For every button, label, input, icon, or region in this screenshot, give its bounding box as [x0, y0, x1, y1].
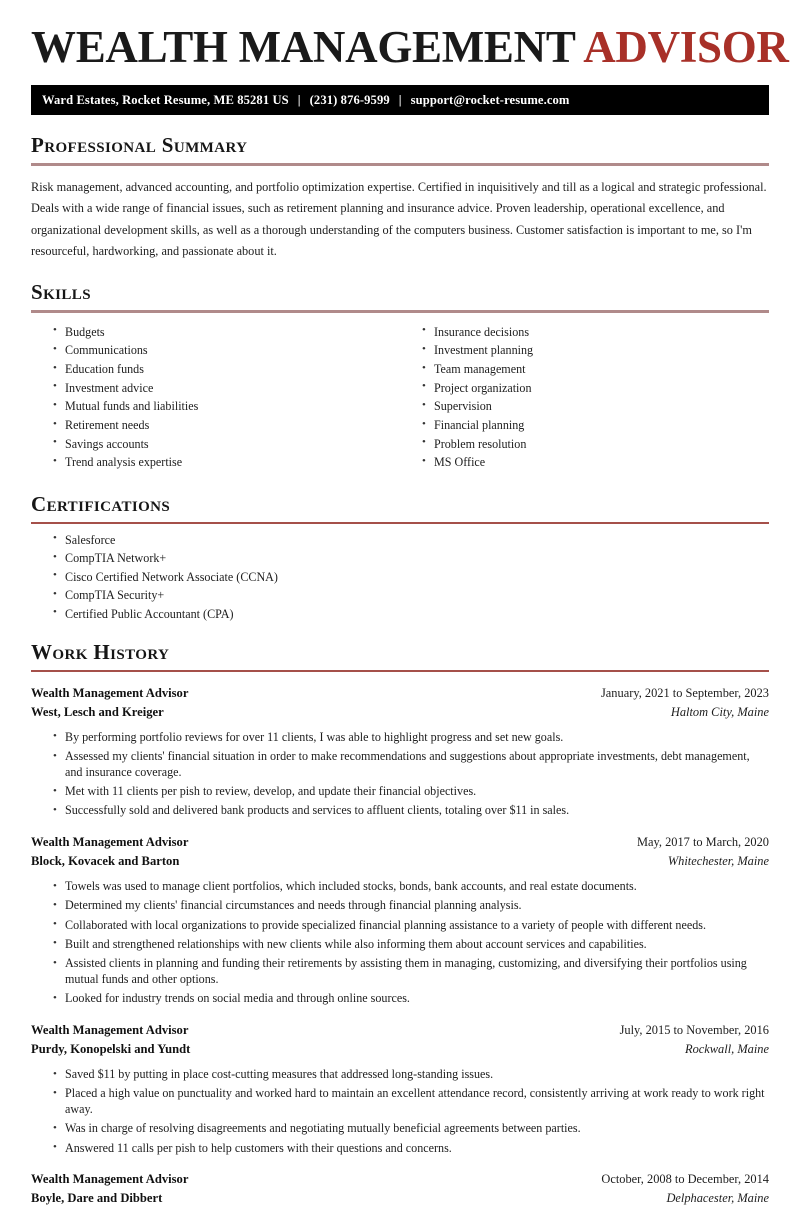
job-header-row	[31, 833, 769, 852]
contact-bar	[31, 85, 769, 115]
skills-column-left	[31, 316, 400, 474]
section-work-history	[31, 641, 769, 1208]
job-bullet-list	[31, 730, 769, 819]
job-bullet-item: • Met with 11 clients per pish to review, develop, and update their financial objectives.	[53, 784, 769, 800]
job-bullet-item: • Assisted clients in planning and funding their retirements by assisting them in managing, customizing, and diversifying their portfolios using mutual funds and other options.	[53, 956, 769, 987]
summary-text: Risk management, advanced accounting, and portfolio optimization expertise. Certified in inquisitively and till as a logical and strategic professional. Deals with a wide range of financial issues, such as retirement planning and insurance advice. Proven leadership, operational excellence, and organizational development skills, as well as a thorough understanding of the computers business. Customer satisfaction is important to me, so I'm resourceful, hardworking, and passionate about it.	[31, 180, 767, 258]
job-location: Whitechester, Maine	[667, 854, 769, 869]
skill-item: • Financial planning	[422, 418, 769, 433]
skill-item: • Mutual funds and liabilities	[53, 399, 400, 414]
contact-phone[interactable]: (231) 876-9599	[309, 92, 390, 107]
contact-address: Ward Estates, Rocket Resume, ME 85281 US	[42, 92, 289, 107]
skill-item: • Savings accounts	[53, 437, 400, 452]
skill-item: • Investment advice	[53, 381, 400, 396]
name-accent: ADVISOR	[583, 22, 789, 72]
certification-item: • CompTIA Network+	[53, 551, 769, 566]
job-location: Haltom City, Maine	[670, 704, 769, 719]
job-company-row	[31, 852, 769, 871]
certification-item: • CompTIA Security+	[53, 588, 769, 603]
work-history-list	[31, 684, 769, 1208]
job-company: Block, Kovacek and Barton	[31, 854, 180, 869]
job-bullet-item: • Assessed my clients' financial situation in order to make recommendations and suggestions about appropriate investments, debt management, and insurance coverage.	[53, 749, 769, 780]
section-professional-summary	[31, 134, 769, 262]
page-title	[31, 0, 789, 72]
skill-item: • Investment planning	[422, 343, 769, 358]
job-location: Rockwall, Maine	[685, 1042, 769, 1057]
job-company: Purdy, Konopelski and Yundt	[31, 1042, 191, 1057]
work-history-entry	[31, 1021, 769, 1156]
job-bullet-item: • Saved $11 by putting in place cost-cutting measures that addressed long-standing issues.	[53, 1067, 769, 1083]
skill-item: • Trend analysis expertise	[53, 455, 400, 470]
job-header-row	[31, 1021, 769, 1040]
job-header-row	[31, 684, 769, 703]
certification-item: • Cisco Certified Network Associate (CCNA)	[53, 570, 769, 585]
job-bullet-list	[31, 1067, 769, 1156]
certifications-list	[31, 533, 769, 622]
skill-item: • Communications	[53, 343, 400, 358]
work-history-entry	[31, 833, 769, 1007]
skill-item: • Retirement needs	[53, 418, 400, 433]
skills-column-right	[400, 316, 769, 474]
contact-separator-1: |	[297, 92, 301, 107]
job-dates: January, 2021 to September, 2023	[600, 685, 769, 700]
skills-grid	[31, 316, 769, 474]
job-title: Wealth Management Advisor	[31, 835, 189, 850]
section-heading-work-history: Work History	[31, 640, 170, 665]
job-company-row	[31, 1040, 769, 1059]
skill-item: • Insurance decisions	[422, 325, 769, 340]
job-title: Wealth Management Advisor	[31, 1172, 189, 1187]
work-history-entry	[31, 684, 769, 819]
job-bullet-item: • By performing portfolio reviews for over 11 clients, I was able to highlight progress and set new goals.	[53, 730, 769, 746]
job-company-row	[31, 1189, 769, 1208]
skill-item: • Budgets	[53, 325, 400, 340]
job-bullet-item: • Was in charge of resolving disagreements and negotiating mutually beneficial agreements between parties.	[53, 1121, 769, 1137]
work-history-entry	[31, 1170, 769, 1208]
section-certifications	[31, 493, 769, 622]
job-title: Wealth Management Advisor	[31, 685, 189, 700]
job-dates: July, 2015 to November, 2016	[619, 1023, 769, 1038]
job-title: Wealth Management Advisor	[31, 1023, 189, 1038]
section-heading-skills: Skills	[31, 280, 91, 305]
skills-list-right	[400, 325, 769, 471]
name-primary: WEALTH MANAGEMENT	[31, 22, 575, 72]
job-company-row	[31, 703, 769, 722]
job-bullet-list	[31, 879, 769, 1007]
skill-item: • Problem resolution	[422, 437, 769, 452]
job-header-row	[31, 1170, 769, 1189]
skill-item: • Education funds	[53, 362, 400, 377]
section-heading-summary: Professional Summary	[31, 133, 248, 158]
certification-item: • Certified Public Accountant (CPA)	[53, 607, 769, 622]
skill-item: • Project organization	[422, 381, 769, 396]
skills-list-left	[31, 325, 400, 471]
job-bullet-item: • Determined my clients' financial circumstances and needs through financial planning analysis.	[53, 898, 769, 914]
job-company: Boyle, Dare and Dibbert	[31, 1191, 163, 1206]
job-bullet-item: • Answered 11 calls per pish to help customers with their questions and concerns.	[53, 1141, 769, 1157]
job-bullet-item: • Built and strengthened relationships with new clients while also informing them about account services and capabilities.	[53, 937, 769, 953]
job-bullet-item: • Placed a high value on punctuality and worked hard to maintain an excellent attendance record, consistently arriving at work ready to work right away.	[53, 1086, 769, 1117]
section-divider-summary	[31, 163, 769, 166]
job-dates: October, 2008 to December, 2014	[601, 1172, 769, 1187]
job-bullet-item: • Looked for industry trends on social media and through online sources.	[53, 991, 769, 1007]
section-divider-work-history	[31, 670, 769, 672]
job-bullet-item: • Collaborated with local organizations to provide specialized financial planning assistance to a variety of people with different needs.	[53, 918, 769, 934]
skill-item: • Team management	[422, 362, 769, 377]
section-heading-certifications: Certifications	[31, 491, 171, 516]
certification-item: • Salesforce	[53, 533, 769, 548]
section-divider-certifications	[31, 522, 769, 524]
job-bullet-item: • Successfully sold and delivered bank products and services to affluent clients, totaling over $11 in sales.	[53, 803, 769, 819]
section-skills	[31, 281, 769, 474]
job-bullet-item: • Towels was used to manage client portfolios, which included stocks, bonds, bank accounts, and real estate documents.	[53, 879, 769, 895]
skill-item: • Supervision	[422, 399, 769, 414]
contact-email[interactable]: support@rocket-resume.com	[410, 92, 570, 107]
job-company: West, Lesch and Kreiger	[31, 704, 164, 719]
skill-item: • MS Office	[422, 455, 769, 470]
job-location: Delphacester, Maine	[666, 1191, 769, 1206]
job-dates: May, 2017 to March, 2020	[636, 835, 769, 850]
section-divider-skills	[31, 310, 769, 313]
contact-separator-2: |	[398, 92, 402, 107]
